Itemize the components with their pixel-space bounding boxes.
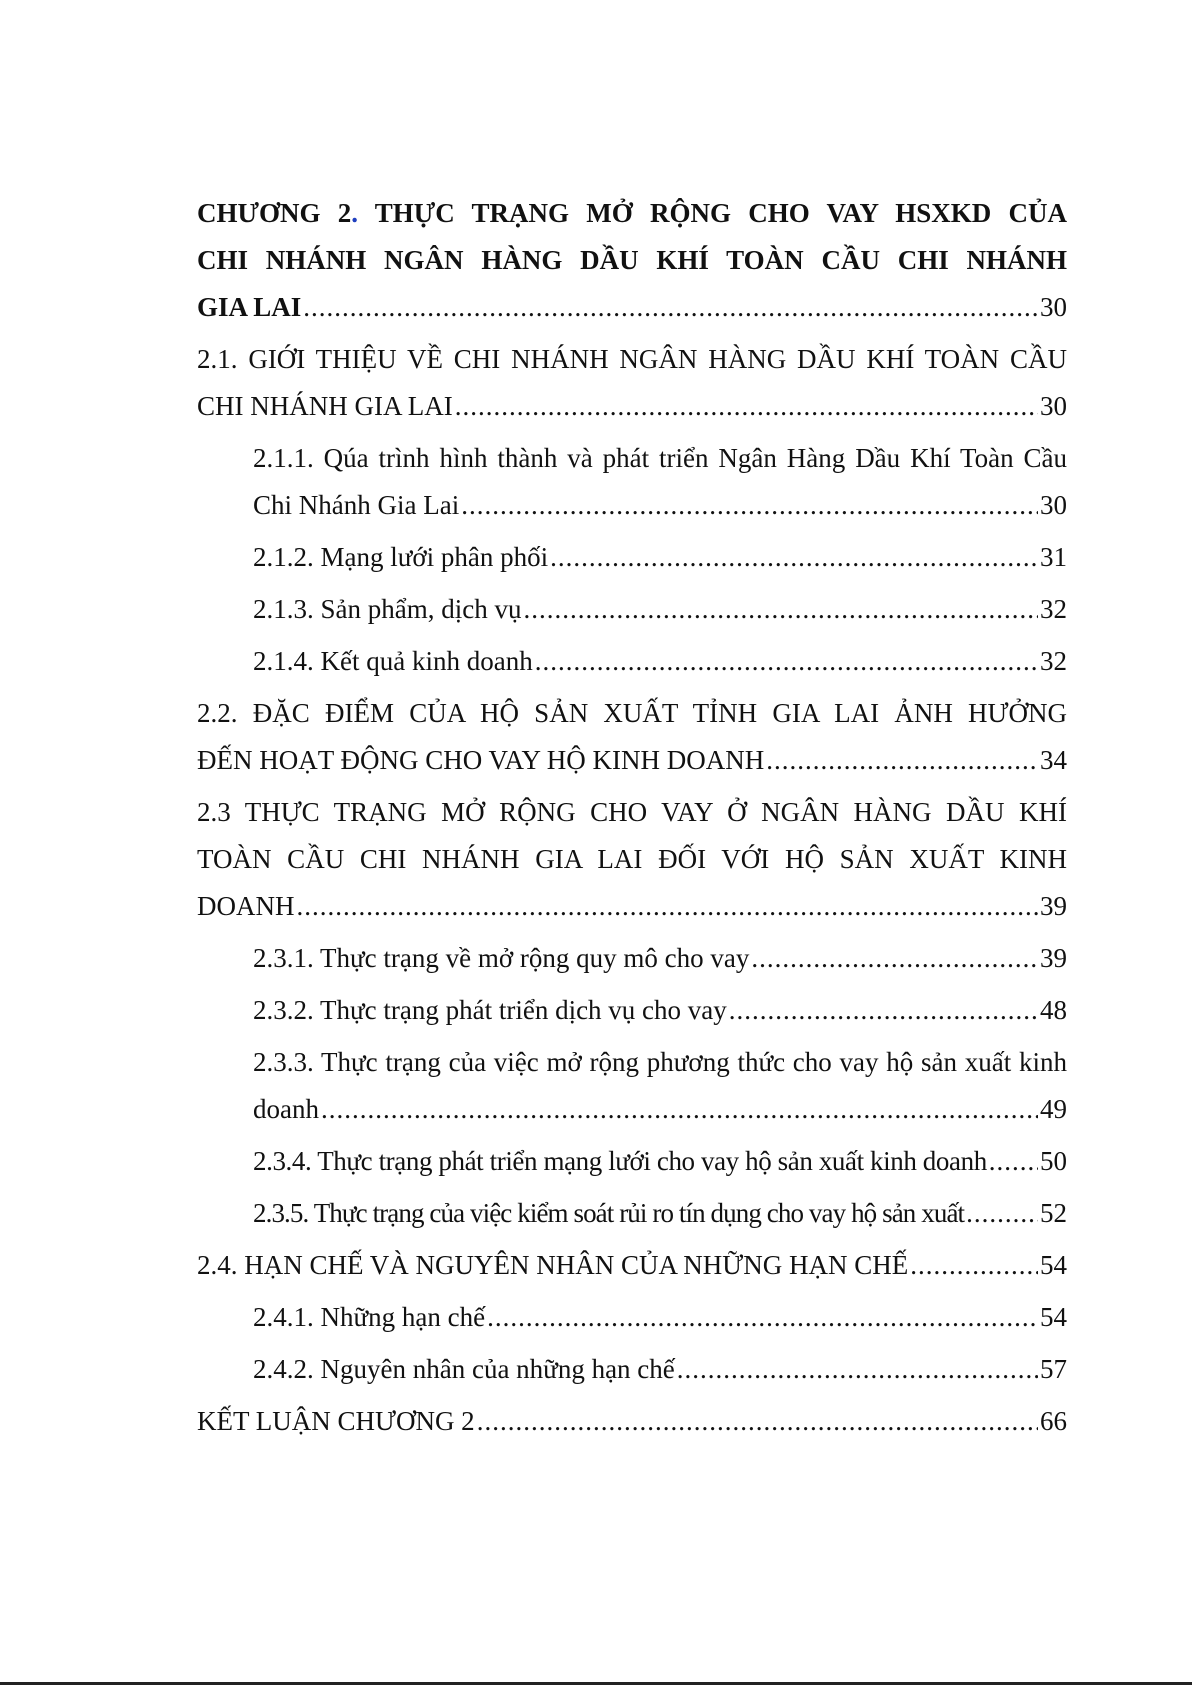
toc-entry-line-text: THỰC TRẠNG MỞ RỘNG CHO VAY HSXKD CỦA: [374, 198, 1068, 228]
toc-page-number: 48: [1040, 995, 1067, 1025]
toc-entry-last-line: [253, 1138, 1067, 1185]
toc-page-number: 57: [1040, 1354, 1067, 1384]
toc-page-number: 34: [1040, 745, 1067, 775]
toc-page-number: 30: [1040, 490, 1067, 520]
toc-entry-last-line: [253, 1346, 1067, 1393]
toc-entry-last-line: [197, 883, 1067, 930]
dot-leader: [523, 586, 1038, 633]
toc-entry-title: 2.3.5. Thực trạng của việc kiểm soát rủi ro tín dụng cho vay hộ sản xuất: [253, 1198, 965, 1228]
toc-page-number: 54: [1040, 1250, 1067, 1280]
toc-entry-last-line: [253, 482, 1067, 529]
toc-entry-line: [197, 190, 1067, 237]
toc-entry-2-4-2[interactable]: [197, 1346, 1067, 1393]
toc-entry-last-line: [253, 1086, 1067, 1133]
dot-leader: [989, 1138, 1038, 1185]
dot-leader: [751, 935, 1038, 982]
toc-entry-last-line: [197, 383, 1067, 430]
toc-entry-2-1-2[interactable]: [197, 534, 1067, 581]
toc-entry-2-1-3[interactable]: [197, 586, 1067, 633]
dot-leader: [321, 1086, 1038, 1133]
toc-entry-title: 2.4. HẠN CHẾ VÀ NGUYÊN NHÂN CỦA NHỮNG HẠN CHẾ: [197, 1250, 909, 1280]
chapter-dot: .: [351, 198, 358, 228]
toc-page-number: 39: [1040, 943, 1067, 973]
toc-entry-title: DOANH: [197, 891, 295, 921]
toc-entry-title: 2.1.2. Mạng lưới phân phối: [253, 542, 549, 572]
dot-leader: [455, 383, 1038, 430]
toc-entry-title: 2.4.1. Những hạn chế: [253, 1302, 486, 1332]
dot-leader: [766, 737, 1038, 784]
toc-entry-title: 2.3.1. Thực trạng về mở rộng quy mô cho vay: [253, 943, 750, 973]
toc-entry-last-line: [253, 1294, 1067, 1341]
toc-entry-title: 2.4.2. Nguyên nhân của những hạn chế: [253, 1354, 675, 1384]
toc-entry-chapter-2[interactable]: [197, 190, 1067, 331]
toc-entry-last-line: [197, 1398, 1067, 1445]
toc-entry-last-line: [253, 935, 1067, 982]
toc-page-number: 31: [1040, 542, 1067, 572]
toc-entry-title: 2.1.3. Sản phẩm, dịch vụ: [253, 594, 522, 624]
toc-page-number: 39: [1040, 891, 1067, 921]
dot-leader: [910, 1242, 1038, 1289]
dot-leader: [535, 638, 1038, 685]
toc-page-number: 50: [1040, 1146, 1067, 1176]
chapter-prefix: CHƯƠNG 2: [197, 198, 352, 228]
dot-leader: [550, 534, 1038, 581]
toc-entry-last-line: [197, 737, 1067, 784]
toc-entry-2-3-5[interactable]: [197, 1190, 1067, 1237]
table-of-contents: [197, 190, 1067, 1445]
dot-leader: [729, 987, 1038, 1034]
toc-entry-2-1-4[interactable]: [197, 638, 1067, 685]
toc-entry-line: 2.2. ĐẶC ĐIỂM CỦA HỘ SẢN XUẤT TỈNH GIA LAI ẢNH HƯỞNG: [197, 698, 1067, 728]
toc-entry-title: ĐẾN HOẠT ĐỘNG CHO VAY HỘ KINH DOANH: [197, 745, 765, 775]
toc-entry-last-line: [253, 586, 1067, 633]
dot-leader: [487, 1294, 1038, 1341]
dot-leader: [297, 883, 1039, 930]
dot-leader: [677, 1346, 1038, 1393]
toc-entry-2-3-3[interactable]: [197, 1039, 1067, 1133]
toc-entry-title: KẾT LUẬN CHƯƠNG 2: [197, 1406, 475, 1436]
toc-page-number: 52: [1040, 1198, 1067, 1228]
toc-entry-title: CHI NHÁNH GIA LAI: [197, 391, 453, 421]
toc-entry-2-4[interactable]: [197, 1242, 1067, 1289]
toc-entry-2-3[interactable]: [197, 789, 1067, 930]
toc-entry-last-line: [253, 1190, 1067, 1237]
toc-entry-line: CHI NHÁNH NGÂN HÀNG DẦU KHÍ TOÀN CẦU CHI NHÁNH: [197, 245, 1067, 275]
toc-page-number: 30: [1040, 292, 1067, 322]
toc-entry-last-line: [253, 987, 1067, 1034]
toc-page-number: 54: [1040, 1302, 1067, 1332]
toc-entry-line: 2.3.3. Thực trạng của việc mở rộng phương thức cho vay hộ sản xuất kinh: [253, 1047, 1067, 1077]
toc-entry-2-2[interactable]: [197, 690, 1067, 784]
toc-page-number: 30: [1040, 391, 1067, 421]
toc-entry-last-line: [197, 284, 1067, 331]
toc-entry-2-3-1[interactable]: [197, 935, 1067, 982]
toc-page-number: 32: [1040, 646, 1067, 676]
toc-page-number: 32: [1040, 594, 1067, 624]
toc-entry-title: Chi Nhánh Gia Lai: [253, 490, 460, 520]
dot-leader: [966, 1190, 1038, 1237]
toc-entry-last-line: [253, 638, 1067, 685]
toc-entry-2-1-1[interactable]: [197, 435, 1067, 529]
toc-entry-title: 2.3.4. Thực trạng phát triển mạng lưới cho vay hộ sản xuất kinh doanh: [253, 1146, 987, 1176]
toc-entry-title: doanh: [253, 1094, 319, 1124]
toc-entry-last-line: [253, 534, 1067, 581]
toc-entry-line: 2.1.1. Qúa trình hình thành và phát triển Ngân Hàng Dầu Khí Toàn Cầu: [253, 443, 1067, 473]
toc-entry-2-3-2[interactable]: [197, 987, 1067, 1034]
toc-entry-title: 2.1.4. Kết quả kinh doanh: [253, 646, 533, 676]
dot-leader: [303, 284, 1038, 331]
toc-page-number: 66: [1040, 1406, 1067, 1436]
toc-entry-line: 2.3 THỰC TRẠNG MỞ RỘNG CHO VAY Ở NGÂN HÀNG DẦU KHÍ: [197, 797, 1067, 827]
toc-entry-line: TOÀN CẦU CHI NHÁNH GIA LAI ĐỐI VỚI HỘ SẢN XUẤT KINH: [197, 844, 1067, 874]
toc-entry-line: 2.1. GIỚI THIỆU VỀ CHI NHÁNH NGÂN HÀNG DẦU KHÍ TOÀN CẦU: [197, 344, 1067, 374]
toc-entry-last-line: [197, 1242, 1067, 1289]
toc-entry-conclusion[interactable]: [197, 1398, 1067, 1445]
toc-entry-2-3-4[interactable]: [197, 1138, 1067, 1185]
dot-leader: [477, 1398, 1038, 1445]
dot-leader: [461, 482, 1038, 529]
toc-entry-title: 2.3.2. Thực trạng phát triển dịch vụ cho vay: [253, 995, 727, 1025]
toc-entry-2-4-1[interactable]: [197, 1294, 1067, 1341]
toc-entry-2-1[interactable]: [197, 336, 1067, 430]
toc-page-number: 49: [1040, 1094, 1067, 1124]
toc-entry-title: GIA LAI: [197, 292, 302, 322]
